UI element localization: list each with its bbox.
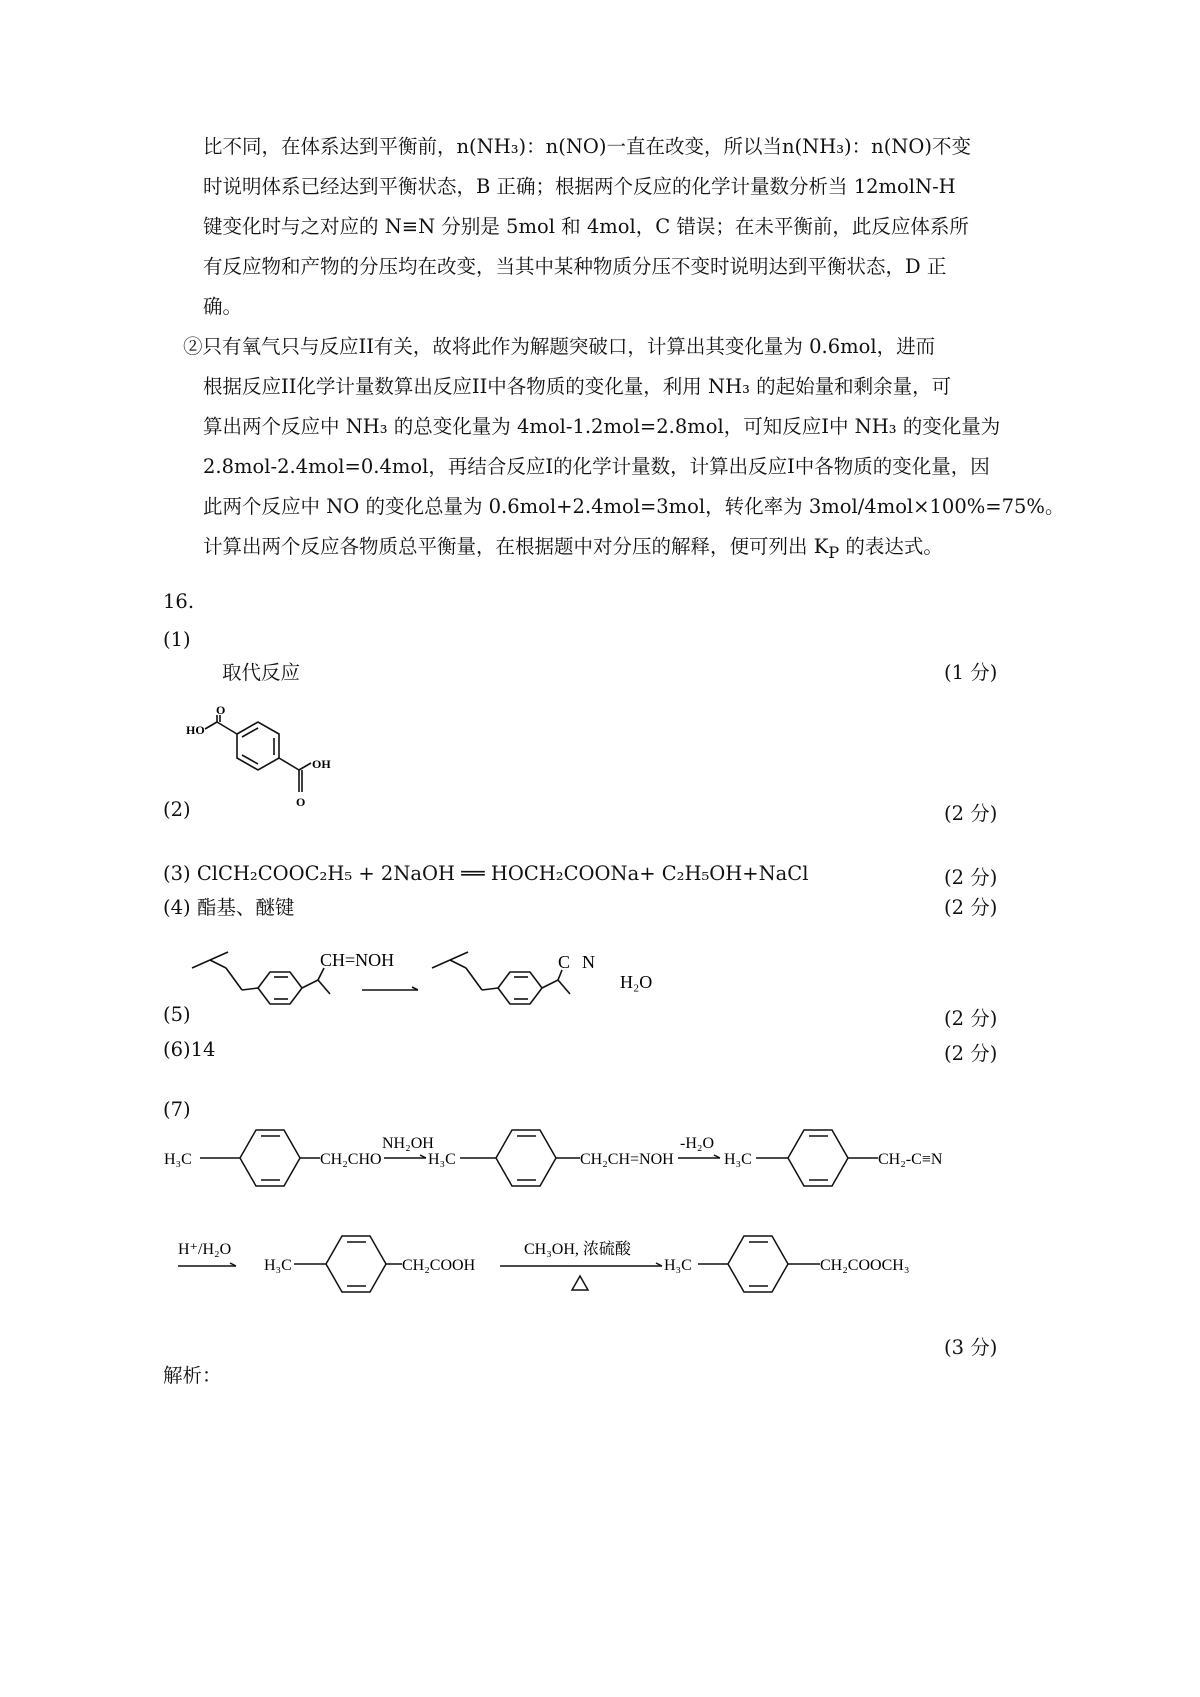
hydroxyl-label: HO — [186, 723, 205, 737]
text-line: 算出两个反应中 NH₃ 的总变化量为 4mol-1.2mol=2.8mol，可知反应I中 NH₃ 的变化量为 — [203, 415, 1001, 438]
question-number: 16. — [163, 590, 195, 613]
reagent-label: -H₂O — [680, 1135, 715, 1152]
oxime-group-label: CH=NOH — [320, 950, 395, 970]
part-7-label: (7) — [163, 1098, 191, 1121]
part-3-equation: (3) ClCH₂COOC₂H₅ + 2NaOH ══ HOCH₂COONa+ C₂H₅OH+NaCl — [163, 862, 809, 885]
part-7-score: (3 分) — [944, 1336, 998, 1359]
text-line: 有反应物和产物的分压均在改变，当其中某种物质分压不变时说明达到平衡状态，D 正 — [203, 255, 947, 278]
methyl-label: H₃C — [664, 1257, 692, 1274]
methyl-label: H₃C — [264, 1257, 292, 1274]
ester-group-label: CH₂COOCH₃ — [820, 1257, 910, 1274]
reagent-label: NH₂OH — [382, 1135, 434, 1152]
text-line: 时说明体系已经达到平衡状态，B 正确；根据两个反应的化学计量数分析当 12molN-H — [203, 175, 956, 198]
part-2-label: (2) — [163, 798, 191, 821]
part-2-score: (2 分) — [944, 802, 998, 825]
text-line: 根据反应II化学计量数算出反应II中各物质的变化量，利用 NH₃ 的起始量和剩余量，可 — [203, 375, 952, 398]
part-1-answer: 取代反应 — [222, 661, 301, 684]
text-line: 2.8mol-2.4mol=0.4mol，再结合反应I的化学计量数，计算出反应I中各物质的变化量，因 — [203, 455, 990, 478]
oxygen-label: O — [296, 795, 306, 809]
part-1-label: (1) — [163, 628, 191, 651]
reagent-label: H⁺/H₂O — [178, 1241, 232, 1258]
part-5-score: (2 分) — [944, 1007, 998, 1030]
synthesis-route-row-1 — [160, 1124, 990, 1196]
part-6-answer: (6)14 — [163, 1038, 216, 1061]
oxime-group-label: CH₂CH=NOH — [580, 1151, 674, 1168]
nitrile-nitrogen-label: N — [582, 952, 595, 972]
part-1-score: (1 分) — [944, 661, 998, 684]
text-line: 确。 — [203, 295, 243, 318]
text-line: 计算出两个反应各物质总平衡量，在根据题中对分压的解释，便可列出 $K_P$ 的表达式。 — [203, 535, 943, 562]
part-3-score: (2 分) — [944, 866, 998, 889]
methyl-label: H₃C — [428, 1151, 456, 1168]
carboxyl-group-label: CH₂COOH — [402, 1257, 476, 1274]
text-line: ②只有氧气只与反应II有关，故将此作为解题突破口，计算出其变化量为 0.6mol，进而 — [183, 335, 936, 358]
synthesis-route-row-2 — [170, 1228, 970, 1308]
nitrile-carbon-label: C — [558, 952, 571, 972]
part-4-score: (2 分) — [944, 896, 998, 919]
analysis-heading: 解析： — [163, 1364, 222, 1387]
reagent-label: CH₃OH, 浓硫酸 — [524, 1241, 631, 1258]
aldehyde-group-label: CH₂CHO — [320, 1151, 382, 1168]
oxime-dehydration-reaction — [190, 948, 670, 1024]
oxygen-label: O — [216, 703, 226, 717]
part-4-answer: (4) 酯基、醚键 — [163, 896, 295, 919]
part-5-label: (5) — [163, 1003, 191, 1026]
hydroxyl-label: OH — [312, 757, 331, 771]
terephthalic-acid-structure — [180, 703, 340, 816]
text-line: 比不同，在体系达到平衡前，n(NH₃)：n(NO)一直在改变，所以当n(NH₃)：n(NO)不变 — [203, 135, 971, 158]
methyl-label: H₃C — [724, 1151, 752, 1168]
text-line: 此两个反应中 NO 的变化总量为 0.6mol+2.4mol=3mol，转化率为 3mol/4mol×100%=75%。 — [203, 495, 1065, 518]
text-line: 键变化时与之对应的 N≡N 分别是 5mol 和 4mol，C 错误；在未平衡前，此反应体系所 — [203, 215, 969, 238]
water-label: H₂O — [620, 972, 653, 992]
methyl-label: H₃C — [164, 1151, 192, 1168]
part-6-score: (2 分) — [944, 1042, 998, 1065]
nitrile-group-label: CH₂-C≡N — [878, 1151, 943, 1168]
